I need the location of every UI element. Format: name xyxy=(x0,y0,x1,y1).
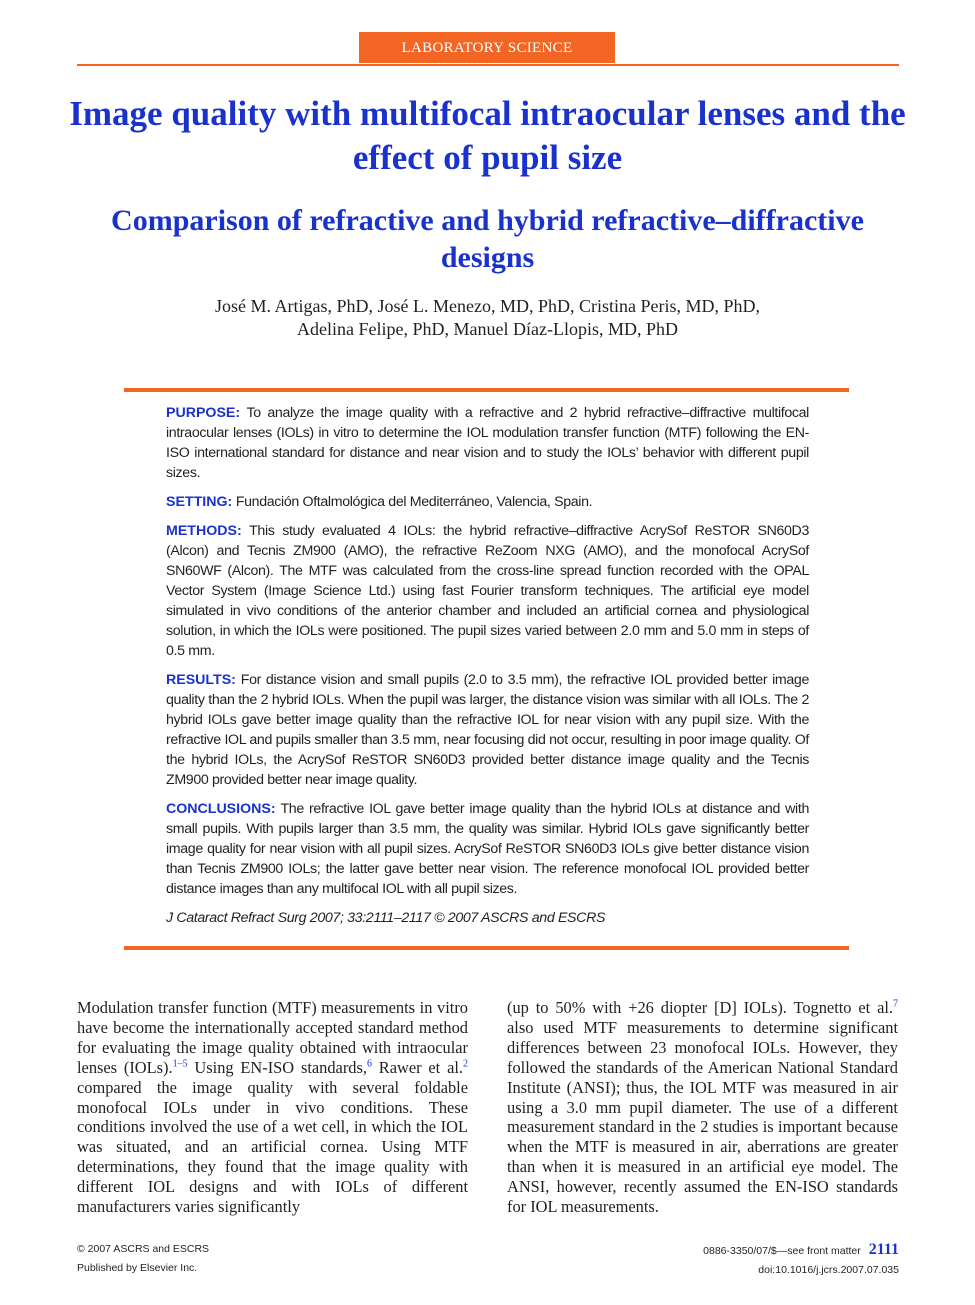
purpose-label: PURPOSE: xyxy=(166,405,241,421)
section-tag: LABORATORY SCIENCE xyxy=(359,32,615,63)
abstract-top-rule xyxy=(124,388,849,392)
body-text: Using EN-ISO standards, xyxy=(187,1057,367,1077)
page-number: 2111 xyxy=(868,1241,899,1258)
article-title: Image quality with multifocal intraocular lenses and the effect of pupil size xyxy=(69,94,906,177)
reference-link[interactable]: 6 xyxy=(366,1058,372,1070)
abstract-methods xyxy=(166,521,809,661)
setting-text: Fundación Oftalmológica del Mediterráneo, Valencia, Spain. xyxy=(235,494,593,510)
body-column-left xyxy=(77,998,468,1217)
setting-label: SETTING: xyxy=(166,494,233,510)
body-text: Modulation transfer function (MTF) measurements in vitro have become the internationally accepted standard method for evaluating the image quality obtained with intraocular lenses (IOLs). xyxy=(77,998,468,1077)
author-list xyxy=(100,295,875,341)
abstract-conclusions xyxy=(166,799,809,899)
footer-issn: 0886-3350/07/$—see front matter xyxy=(703,1245,861,1257)
reference-link[interactable]: 1–5 xyxy=(172,1058,188,1070)
conclusions-text: The refractive IOL gave better image quality than the hybrid IOLs at distance and with small pupils. With pupils larger than 3.5 mm, the quality was similar. Hybrid IOLs gave significantly better image quality for near vision with all pupil sizes. AcrySof ReSTOR SN60D3 IOLs give better distance vision than Tecnis ZM900 IOLs; the latter gave better near vision. The reference monofocal IOL provided better distance images than any multifocal IOL with all pupil sizes. xyxy=(166,801,809,897)
footer-issn-line xyxy=(703,1240,899,1261)
methods-text: This study evaluated 4 IOLs: the hybrid refractive–diffractive AcrySof ReSTOR SN60D3 (Alcon) and Tecnis ZM900 (AMO), the refractive ReZoom NXG (AMO), and the monofocal AcrySof SN60WF (Alcon). The MTF was calculated from the cross-line spread function recorded with the OPAL Vector System (Image Science Ltd.) using fast Fourier transform techniques. The artificial eye model simulated in vivo conditions of the anterior chamber and included an artificial cornea and physiological solution, in which the IOLs were positioned. The pupil sizes varied between 2.0 mm and 5.0 mm in steps of 0.5 mm. xyxy=(166,523,809,659)
footer-copyright: © 2007 ASCRS and ESCRS xyxy=(77,1243,210,1255)
footer-left xyxy=(77,1240,209,1278)
body-text: Rawer et al. xyxy=(371,1057,463,1077)
body-text: compared the image quality with several foldable monofocal IOLs under in vivo conditions. These conditions involved the use of a wet cell, in which the IOL was situated, and an artificial cornea. Using MTF determinations, they found that the image quality with different IOL designs and with IOLs of different manufacturers varies significantly xyxy=(77,1077,468,1217)
abstract-bottom-rule xyxy=(124,946,849,950)
abstract-setting xyxy=(166,492,809,512)
results-label: RESULTS: xyxy=(166,672,236,688)
abstract xyxy=(166,403,809,937)
purpose-text: To analyze the image quality with a refractive and 2 hybrid refractive–diffractive multifocal intraocular lenses (IOLs) in vitro to determine the IOL modulation transfer function (MTF) following the EN-ISO international standard for distance and near vision and to study the IOLs’ behavior with different pupil sizes. xyxy=(166,405,809,481)
footer-right xyxy=(703,1240,899,1280)
footer-publisher: Published by Elsevier Inc. xyxy=(77,1262,198,1274)
body-text: (up to 50% with +26 diopter [D] IOLs). Tognetto et al. xyxy=(507,998,893,1017)
body-text: also used MTF measurements to determine significant differences between 23 monofocal IOLs. However, they followed the standards of the American National Standard Institute (ANSI); thus, the IOL MTF was measured in air using a 3.0 mm pupil diameter. The use of a different measurement standard in the 2 studies is important because when the MTF is measured in air, aberrations are greater than when it is measured in an artificial eye model. The ANSI, however, recently assumed the EN-ISO standards for IOL measurements. xyxy=(507,1017,898,1217)
article-subtitle: Comparison of refractive and hybrid refractive–diffractive designs xyxy=(111,204,864,274)
header-rule xyxy=(77,64,899,66)
abstract-purpose xyxy=(166,403,809,483)
methods-label: METHODS: xyxy=(166,523,242,539)
results-text: For distance vision and small pupils (2.0 to 3.5 mm), the refractive IOL provided better image quality than the 2 hybrid IOLs. When the pupil was larger, the distance vision was similar with all IOLs. The 2 hybrid IOLs gave better image quality than the refractive IOL for near vision with any pupil size. With the refractive IOL and pupils smaller than 3.5 mm, near focusing did not occur, resulting in poor image quality. Of the hybrid IOLs, the AcrySof ReSTOR SN60D3 provided better distance image quality and the Tecnis ZM900 provided better near image quality. xyxy=(166,672,809,788)
reference-link[interactable]: 7 xyxy=(893,998,898,1010)
authors-line-1: José M. Artigas, PhD, José L. Menezo, MD, PhD, Cristina Peris, MD, PhD, xyxy=(214,296,760,316)
footer-doi[interactable]: doi:10.1016/j.jcrs.2007.07.035 xyxy=(758,1264,899,1276)
journal-citation: J Cataract Refract Surg 2007; 33:2111–2117 © 2007 ASCRS and ESCRS xyxy=(166,910,606,926)
abstract-results xyxy=(166,670,809,790)
conclusions-label: CONCLUSIONS: xyxy=(166,801,276,817)
reference-link[interactable]: 2 xyxy=(463,1058,468,1070)
body-column-right xyxy=(507,998,898,1217)
authors-line-2: Adelina Felipe, PhD, Manuel Díaz-Llopis, MD, PhD xyxy=(297,319,678,339)
